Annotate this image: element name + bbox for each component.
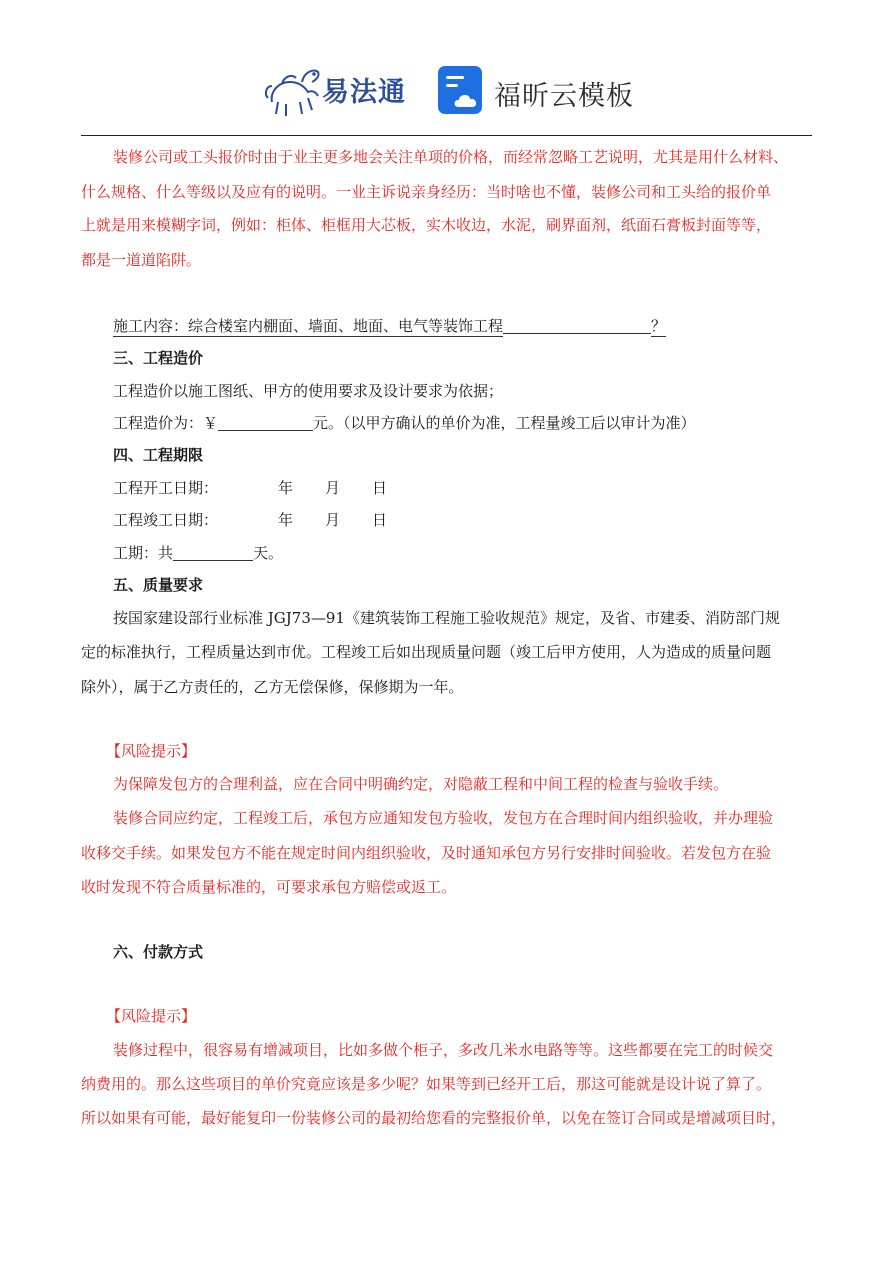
price-basis-line: 工程造价以施工图纸、甲方的使用要求及设计要求为依据； — [113, 382, 504, 400]
brand2-name: 福昕云模板 — [494, 81, 634, 112]
price-prefix: 工程造价为：￥ — [113, 414, 219, 432]
risk-line: 为保障发包方的合理利益，应在合同中明确约定，对隐蔽工程和中间工程的检查与验收手续。 — [113, 775, 729, 793]
section-heading: 三、工程造价 — [113, 349, 204, 367]
day-label: 日 — [372, 479, 388, 497]
yifatong-logo — [262, 62, 412, 120]
scope-suffix: ？ — [651, 317, 667, 335]
end-date-line — [113, 510, 387, 530]
duration-blank — [173, 544, 253, 561]
intro-line: 都是一道道陷阱。 — [81, 251, 202, 269]
year-label: 年 — [278, 479, 294, 497]
section-heading: 四、工程期限 — [113, 446, 204, 464]
scope-blank — [503, 317, 651, 334]
end-date-label: 工程竣工日期： — [113, 511, 219, 529]
risk-label: 【风险提示】 — [106, 1007, 197, 1025]
scope-text: 施工内容：综合楼室内棚面、墙面、地面、电气等装饰工程 — [113, 317, 504, 335]
brand1-name: 易法通 — [322, 77, 406, 108]
page-header — [0, 60, 893, 124]
cloud-document-icon — [436, 64, 488, 116]
start-date-line — [113, 478, 387, 498]
month-label: 月 — [325, 511, 341, 529]
section-heading: 六、付款方式 — [113, 943, 204, 961]
risk-line: 装修过程中，很容易有增减项目，比如多做个柜子，多改几米水电路等等。这些都要在完工的时候交 — [113, 1041, 774, 1059]
risk-line: 所以如果有可能，最好能复印一份装修公司的最初给您看的完整报价单，以免在签订合同或是增减项目时， — [81, 1109, 787, 1127]
quality-line: 定的标准执行，工程质量达到市优。工程竣工后如出现质量问题（竣工后甲方使用，人为造成的质量问题 — [81, 643, 772, 661]
risk-line: 纳费用的。那么这些项目的单价究竟应该是多少呢？如果等到已经开工后，那这可能就是设计说了算了。 — [81, 1075, 772, 1093]
foxit-template-logo — [436, 64, 636, 120]
risk-line: 收时发现不符合质量标准的，可要求承包方赔偿或返工。 — [81, 878, 457, 896]
intro-line: 上就是用来模糊字词，例如：柜体、柜框用大芯板，实木收边，水泥，刷界面剂，纸面石膏板封面等等， — [81, 216, 772, 234]
section-heading: 五、质量要求 — [113, 576, 204, 594]
risk-line: 收移交手续。如果发包方不能在规定时间内组织验收，及时通知承包方另行安排时间验收。若发包方在验 — [81, 844, 772, 862]
quality-line: 按国家建设部行业标准 JGJ73—91《建筑装饰工程施工验收规范》规定，及省、市建委、消防部门规 — [113, 609, 780, 627]
header-divider — [81, 135, 812, 136]
price-suffix: 元。（以甲方确认的单价为准，工程量竣工后以审计为准） — [313, 414, 696, 432]
price-line — [113, 413, 696, 433]
start-date-label: 工程开工日期： — [113, 479, 219, 497]
day-label: 日 — [372, 511, 388, 529]
duration-line — [113, 543, 283, 563]
risk-line: 装修合同应约定，工程竣工后，承包方应通知发包方验收，发包方在合理时间内组织验收，并办理验 — [113, 809, 774, 827]
price-blank — [218, 414, 313, 431]
duration-prefix: 工期：共 — [113, 544, 174, 562]
quality-line: 除外），属于乙方责任的，乙方无偿保修，保修期为一年。 — [81, 678, 464, 696]
year-label: 年 — [278, 511, 294, 529]
intro-line: 装修公司或工头报价时由于业主更多地会关注单项的价格，而经常忽略工艺说明，尤其是用什么材料、 — [113, 148, 789, 166]
scope-line — [113, 316, 666, 336]
qilin-icon — [262, 62, 324, 120]
duration-suffix: 天。 — [253, 544, 284, 562]
risk-label: 【风险提示】 — [106, 742, 197, 760]
month-label: 月 — [325, 479, 341, 497]
intro-line: 什么规格、什么等级以及应有的说明。一业主诉说亲身经历：当时啥也不懂，装修公司和工头给的报价单 — [81, 183, 772, 201]
